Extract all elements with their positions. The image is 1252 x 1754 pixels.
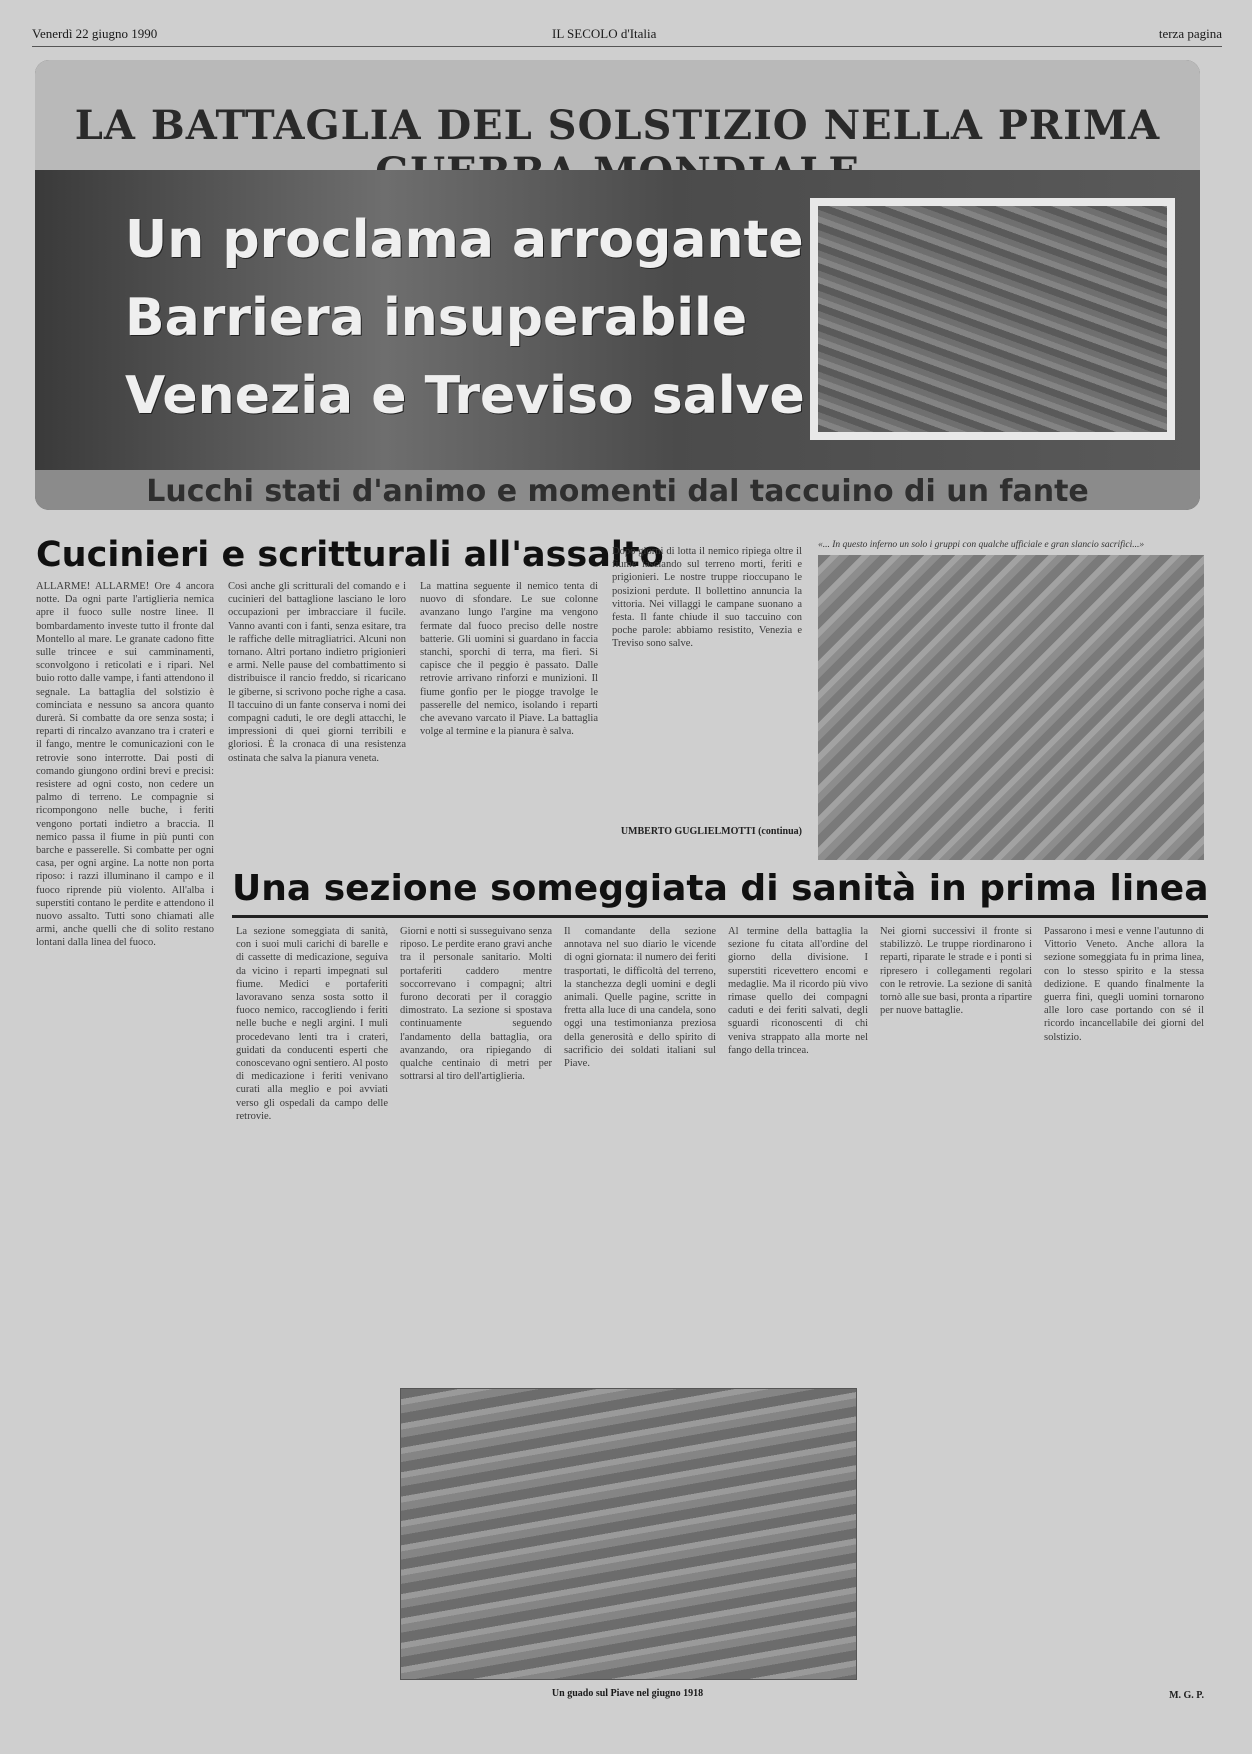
article2-col1: La sezione someggiata di sanità, con i suoi muli carichi di barelle e di cassette di medicazione, seguiva da vicino i reparti impegnati sul fiume. Medici e portaferiti lavoravano senza sosta sotto il fuoco nemico, raccogliendo i feriti nelle buche e negli argini. I muli procedevano lenti tra i crateri, guidati da conducenti esperti che conoscevano ogni sentiero. Al posto di medicazione i feriti venivano curati alla meglio e poi avviati verso gli ospedali da campo delle retrovie. xyxy=(236,926,388,1122)
ford-photo xyxy=(400,1388,857,1680)
header-page: terza pagina xyxy=(1158,26,1222,41)
ford-photo-caption: Un guado sul Piave nel giugno 1918 xyxy=(551,1688,704,1699)
headline-2: Barriera insuperabile xyxy=(125,288,748,348)
header-date: Venerdì 22 giugno 1990 xyxy=(32,26,158,41)
battle-photo-caption: «... In questo inferno un solo i gruppi con qualche ufficiale e gran slancio sacrifici...» xyxy=(818,540,1145,550)
article1-col3: La mattina seguente il nemico tenta di nuovo di sfondare. Le sue colonne avanzano lungo l'argine ma vengono fermate dal fuoco preciso delle nostre batterie. Gli uomini si guardano in faccia stanchi, sporchi di terra, ma fieri. Si capisce che il peggio è passato. Dalle retrovie arrivano rinforzi e munizioni. Il fiume gonfio per le piogge travolge le passerelle del nemico, isolando i reparti che avevano varcato il Piave. La battaglia volge al termine e la pianura è salva. xyxy=(420,581,598,738)
article2-title: Una sezione someggiata di sanità in prima linea xyxy=(232,868,1209,909)
article1-col2: Così anche gli scritturali del comando e i cucinieri del battaglione lasciano le loro occupazioni per imbracciare il fucile. Vanno avanti con i fanti, senza esitare, tra le raffiche delle mitragliatrici. Alcuni non tornano. Altri portano indietro prigionieri e armi. Nelle pause del combattimento si distribuisce il rancio freddo, si ricaricano le giberne, si scrivono poche righe a casa. Il taccuino di un fante conserva i nomi dei compagni caduti, le ore degli attacchi, le impressioni di quei giorni terribili e gloriosi. È la cronaca di una resistenza ostinata che salva la pianura veneta. xyxy=(228,581,406,764)
article2-col6: Passarono i mesi e venne l'autunno di Vittorio Veneto. Anche allora la sezione someggiata fu in prima linea, con lo stesso spirito e la stessa dedizione. E quando finalmente la guerra finì, quegli uomini tornarono alle loro case portando con sé il ricordo incancellabile dei giorni del solstizio. xyxy=(1044,926,1204,1043)
running-header xyxy=(32,22,1222,47)
article1-title: Cucinieri e scritturali all'assalto xyxy=(36,535,664,575)
article2-signature: M. G. P. xyxy=(1169,1690,1204,1701)
headline-1: Un proclama arrogante xyxy=(125,210,804,270)
article2-col5: Nei giorni successivi il fronte si stabilizzò. Le truppe riordinarono i reparti, riparate le strade e i ponti si ripresero i collegamenti regolari con le retrovie. La sezione di sanità tornò alle sue basi, pronta a ripartire per nuove battaglie. xyxy=(880,926,1032,1017)
title-rule xyxy=(232,915,1208,918)
article1-col1: ALLARME! ALLARME! Ore 4 ancora notte. Da ogni parte l'artiglieria nemica apre il fuoco sulle nostre linee. Il bombardamento investe tutto il fronte dal Montello al mare. Le granate cadono fitte sulle trincee e sui camminamenti, sconvolgono i reticolati e i ripari. Nel buio rotto dalle vampe, i fanti attendono il segnale. La battaglia del solstizio è cominciata e nessuno sa ancora quanto durerà. Si combatte da ore senza sosta; i reparti di rincalzo avanzano tra i crateri e il fango, mentre le comunicazioni con le retrovie sono interrotte. Dai posti di comando giungono ordini brevi e precisi: resistere ad ogni costo, non cedere un palmo di terreno. Le compagnie si ricompongono nelle buche, i feriti vengono portati indietro a braccia. Il nemico passa il fiume in più punti con barche e passerelle. Si combatte per ogni casa, per ogni argine. La notte non porta riposo: i razzi illuminano il campo e il fuoco riprende più violento. All'alba i superstiti contano le perdite e attendono il nuovo assalto. Tutti sono chiamati alle armi, anche quelli che di solito restano lontani dalla linea del fuoco. xyxy=(36,581,214,949)
headline-3: Venezia e Treviso salve xyxy=(125,366,805,426)
article1-col4: Dopo giorni di lotta il nemico ripiega oltre il fiume lasciando sul terreno morti, feriti e prigionieri. Le nostre truppe rioccupano le posizioni perdute. Il bollettino annuncia la vittoria. Nei villaggi le campane suonano a festa. Il fante chiude il suo taccuino con poche parole: abbiamo resistito, Venezia e Treviso sono salve. xyxy=(612,546,802,650)
trench-photo xyxy=(810,198,1175,440)
article1-signature: UMBERTO GUGLIELMOTTI (continua) xyxy=(620,826,802,837)
banner-title: LA BATTAGLIA DEL SOLSTIZIO NELLA PRIMA xyxy=(74,102,1161,149)
article2-col3: Il comandante della sezione annotava nel suo diario le vicende di ogni giornata: il numero dei feriti trasportati, le difficoltà del terreno, la stanchezza degli uomini e degli animali. Quelle pagine, scritte in fretta alla luce di una candela, sono oggi una testimonianza preziosa della generosità e dello spirito di sacrificio dei soldati italiani sul Piave. xyxy=(564,926,716,1070)
header-masthead: IL SECOLO d'Italia xyxy=(552,26,657,41)
title-banner xyxy=(35,60,1200,510)
article2-col2: Giorni e notti si susseguivano senza riposo. Le perdite erano gravi anche tra il personale sanitario. Molti portaferiti caddero mentre soccorrevano i compagni; altri furono decorati per il coraggio dimostrato. La sezione si spostava continuamente seguendo l'andamento della battaglia, ora avanzando, ora ripiegando di qualche centinaio di metri per sottrarsi al tiro dell'artiglieria. xyxy=(400,926,552,1083)
banner-subtitle: Lucchi stati d'animo e momenti dal taccuino di un fante xyxy=(146,474,1089,509)
battle-illustration xyxy=(818,555,1204,860)
article2-col4: Al termine della battaglia la sezione fu citata all'ordine del giorno della divisione. I superstiti ricevettero encomi e medaglie. Ma il ricordo più vivo rimase quello dei compagni caduti e dei feriti salvati, degli sguardi riconoscenti di chi veniva strappato alla morte nel fango della trincea. xyxy=(728,926,868,1056)
